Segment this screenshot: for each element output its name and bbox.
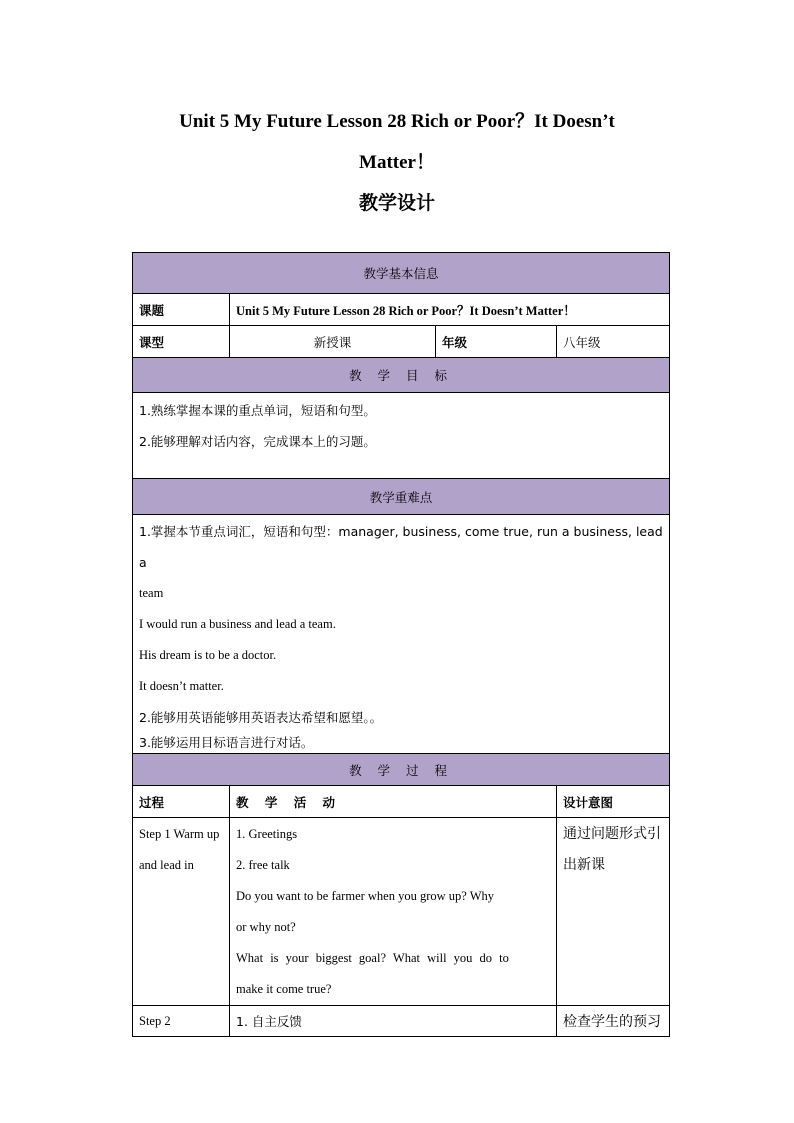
type-label: 课型: [133, 326, 230, 358]
process-col-activity: 教 学 活 动: [230, 786, 557, 818]
key-points-content: [133, 515, 670, 754]
activity-item: 2. free talk: [236, 858, 290, 872]
key-point-item: 3.能够运用目标语言进行对话。: [139, 735, 314, 750]
topic-label: 课题: [133, 294, 230, 326]
step-label: Step 1 Warm up: [139, 827, 220, 841]
key-point-item: team: [139, 586, 164, 600]
grade-value: 八年级: [557, 326, 670, 358]
topic-value: Unit 5 My Future Lesson 28 Rich or Poor？It Doesn’t Matter！: [230, 294, 670, 326]
key-points-header: 教学重难点: [133, 479, 670, 515]
activity-item: Do you want to be farmer when you grow up? Why: [236, 889, 495, 903]
objective-item: 1.熟练掌握本课的重点单词，短语和句型。: [139, 403, 376, 418]
table-row: [133, 818, 670, 1006]
activity-item: make it come true?: [236, 982, 332, 996]
objectives-content: [133, 393, 670, 479]
activity-cell: [230, 818, 557, 1006]
intent-cell: [557, 818, 670, 1006]
document-title-line1: Unit 5 My Future Lesson 28 Rich or Poor？It Doesn’t: [179, 111, 615, 132]
step-cell: [133, 1006, 230, 1037]
intent-text: 出新课: [563, 857, 605, 873]
intent-text: 检查学生的预习: [563, 1014, 661, 1030]
basic-info-header: 教学基本信息: [133, 253, 670, 294]
type-value: 新授课: [230, 326, 436, 358]
document-title-line2: Matter！: [359, 152, 435, 173]
step-label: Step 2: [139, 1013, 171, 1028]
table-row: [133, 1006, 670, 1037]
process-header: 教 学 过 程: [133, 754, 670, 786]
objective-item: 2.能够理解对话内容，完成课本上的习题。: [139, 434, 376, 449]
key-point-item: 2.能够用英语能够用英语表达希望和愿望。。: [139, 710, 383, 725]
activity-item: 1. 自主反馈: [236, 1014, 302, 1029]
intent-cell: [557, 1006, 670, 1037]
step-label: and lead in: [139, 858, 194, 872]
activity-item: What is your biggest goal? What will you do to: [236, 951, 509, 965]
activity-item: or why not?: [236, 920, 296, 934]
document-title-line3: 教学设计: [358, 192, 435, 214]
objectives-header: 教 学 目 标: [133, 358, 670, 393]
step-cell: [133, 818, 230, 1006]
key-point-item: His dream is to be a doctor.: [139, 648, 277, 662]
intent-text: 通过问题形式引: [563, 826, 661, 842]
lesson-plan-table: [132, 252, 670, 1037]
key-point-item: I would run a business and lead a team.: [139, 617, 336, 631]
grade-label: 年级: [436, 326, 557, 358]
key-point-item: It doesn’t matter.: [139, 679, 224, 693]
key-point-item: 1.掌握本节重点词汇，短语和句型：manager, business, come true, run a business, lead a: [139, 524, 663, 570]
activity-cell: [230, 1006, 557, 1037]
process-col-intent: 设计意图: [557, 786, 670, 818]
activity-item: 1. Greetings: [236, 827, 298, 841]
process-col-step: 过程: [133, 786, 230, 818]
